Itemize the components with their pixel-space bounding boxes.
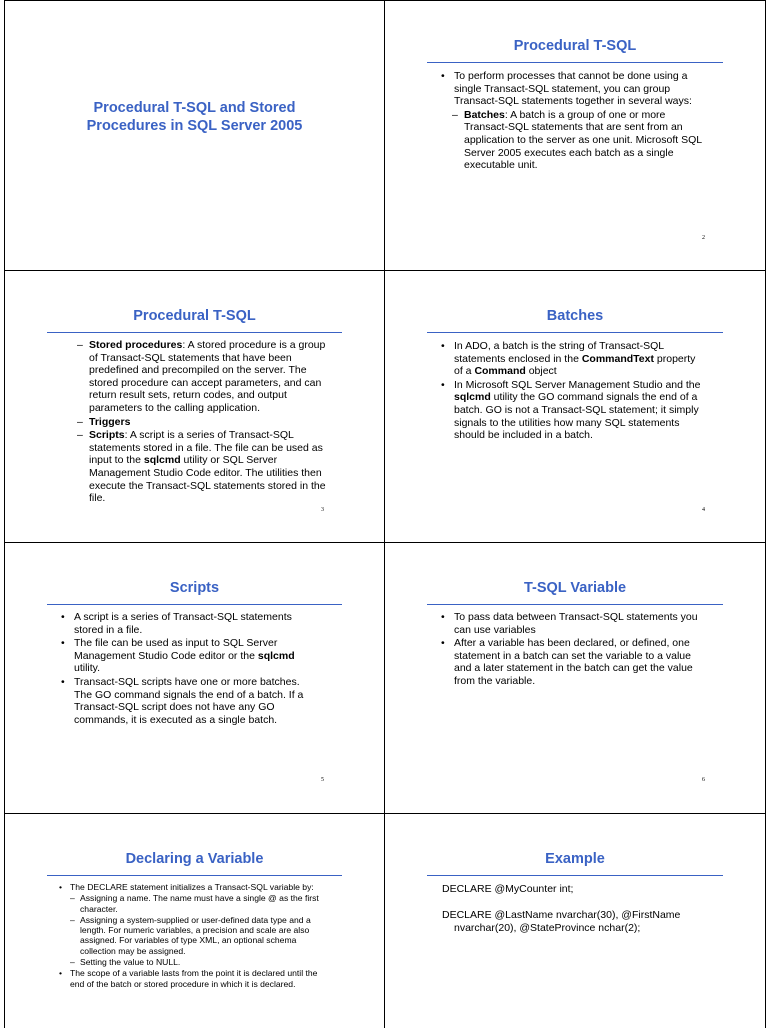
code-example xyxy=(442,883,735,935)
bullet-item: • The scope of a variable lasts from the point it is declared until the end of the batch or stored procedure in which it is declared. xyxy=(55,968,332,989)
sub-bullet-item xyxy=(452,109,703,172)
term-text: : A stored procedure is a group of Transact-SQL statements that have been predefined and precompiled on the server. The stored procedure can accept parameters, and can return result sets, return codes, and output parameters to the calling application. xyxy=(89,339,326,414)
slide-3 xyxy=(4,270,385,543)
title-divider xyxy=(427,875,723,876)
code-term: sqlcmd xyxy=(143,454,181,467)
code-term: Command xyxy=(474,365,526,378)
title-divider xyxy=(427,332,723,333)
slide-title: Procedural T-SQL xyxy=(513,38,637,54)
slide-6 xyxy=(384,542,766,814)
slide-1 xyxy=(4,0,385,271)
blank-line xyxy=(442,896,735,909)
code-line: DECLARE @LastName nvarchar(30), @FirstName xyxy=(442,909,681,921)
slide-7 xyxy=(4,813,385,1028)
bullet-item: • After a variable has been declared, or defined, one statement in a batch can set the variable to a value and a later statement in the batch can get the value from the variable. xyxy=(435,637,707,687)
term-label: Scripts xyxy=(89,429,125,442)
term-label: Batches xyxy=(464,108,505,121)
bullet-item xyxy=(55,637,304,675)
slide-body xyxy=(55,611,304,727)
page-number: 2 xyxy=(702,235,705,241)
sub-bullet-item: – Setting the value to NULL. xyxy=(70,957,332,967)
sub-bullet-item xyxy=(77,339,334,415)
term-text: : A script is a series of Transact-SQL statements stored in a file. The file can be used as input to the xyxy=(89,429,323,467)
slide-title: Example xyxy=(545,851,605,867)
slide-2 xyxy=(384,0,766,271)
code-line: nvarchar(20), @StateProvince nchar(2); xyxy=(454,922,641,934)
bullet-item: • To pass data between Transact-SQL statements you can use variables xyxy=(435,611,707,636)
slide-body xyxy=(435,70,703,173)
sub-bullet-item xyxy=(77,429,334,505)
page-number: 4 xyxy=(702,507,705,513)
bullet-item xyxy=(435,379,703,442)
term-text: : A batch is a group of one or more Transact-SQL statements that are sent from an application to the server as one unit. Microsoft SQL Server 2005 executes each batch as a single executable unit. xyxy=(464,108,702,172)
bullet-item: • The DECLARE statement initializes a Transact-SQL variable by: xyxy=(55,882,332,892)
bullet-item xyxy=(435,340,703,378)
title-divider xyxy=(47,604,342,605)
slide-title: Declaring a Variable xyxy=(125,851,264,867)
slide-title: Procedural T-SQL xyxy=(133,308,256,324)
page-number: 5 xyxy=(321,777,324,783)
page-number: 3 xyxy=(321,507,324,513)
slide-body xyxy=(435,611,707,689)
slide-body xyxy=(60,339,334,506)
code-term: sqlcmd xyxy=(257,649,295,662)
bullet-text: In Microsoft SQL Server Management Studio and the xyxy=(454,378,701,391)
bullet-text: utility. xyxy=(74,662,101,675)
handout-grid xyxy=(4,0,766,1024)
slide-title: Batches xyxy=(546,308,604,324)
code-term: sqlcmd xyxy=(454,391,491,404)
code-line: DECLARE @MyCounter int; xyxy=(442,883,574,895)
term-label: Stored procedures xyxy=(89,339,183,351)
cover-title xyxy=(35,99,354,135)
title-divider xyxy=(427,604,723,605)
bullet-item: • To perform processes that cannot be done using a single Transact-SQL statement, you can group Transact-SQL statements together in several ways: xyxy=(435,70,703,108)
page-number: 6 xyxy=(702,777,705,783)
bullet-text: object xyxy=(525,365,557,378)
bullet-item: • A script is a series of Transact-SQL statements stored in a file. xyxy=(55,611,304,636)
bullet-text: In ADO, a batch is the string of Transact-SQL statements enclosed in the xyxy=(454,340,664,365)
slide-title: T-SQL Variable xyxy=(523,580,627,596)
slide-5 xyxy=(4,542,385,814)
code-term: CommandText xyxy=(581,352,654,365)
cover-title-line-1: Procedural T-SQL and Stored xyxy=(93,100,296,116)
cover-title-line-2: Procedures in SQL Server 2005 xyxy=(86,118,303,134)
slide-4 xyxy=(384,270,766,543)
bullet-text: property of a xyxy=(454,352,696,378)
title-divider xyxy=(47,875,342,876)
term-text: utility or SQL Server Management Studio Code editor. The utilities then execute the Transact-SQL statements stored in the file. xyxy=(89,454,326,505)
bullet-text: The file can be used as input to SQL Server Management Studio Code editor or the xyxy=(74,637,278,662)
slide-body xyxy=(435,340,703,443)
title-divider xyxy=(427,62,723,63)
term-label: Triggers xyxy=(89,415,131,428)
slide-title: Scripts xyxy=(169,580,220,596)
sub-bullet-item: – Assigning a name. The name must have a single @ as the first character. xyxy=(70,893,332,914)
slide-8 xyxy=(384,813,766,1028)
bullet-text: utility the GO command signals the end of a batch. GO is not a Transact-SQL statement; it simply signals to the utilities how many SQL statements should be included in a batch. xyxy=(454,391,699,442)
sub-bullet-item xyxy=(77,416,334,429)
title-divider xyxy=(47,332,342,333)
sub-bullet-item: – Assigning a system-supplied or user-defined data type and a length. For numeric variables, a precision and scale are also assigned. For variables of type XML, an optional schema collection may be assigned. xyxy=(70,915,332,956)
slide-body xyxy=(55,882,332,990)
bullet-item: • Transact-SQL scripts have one or more batches. The GO command signals the end of a batch. If a Transact-SQL script does not have any GO commands, it is executed as a single batch. xyxy=(55,676,304,726)
